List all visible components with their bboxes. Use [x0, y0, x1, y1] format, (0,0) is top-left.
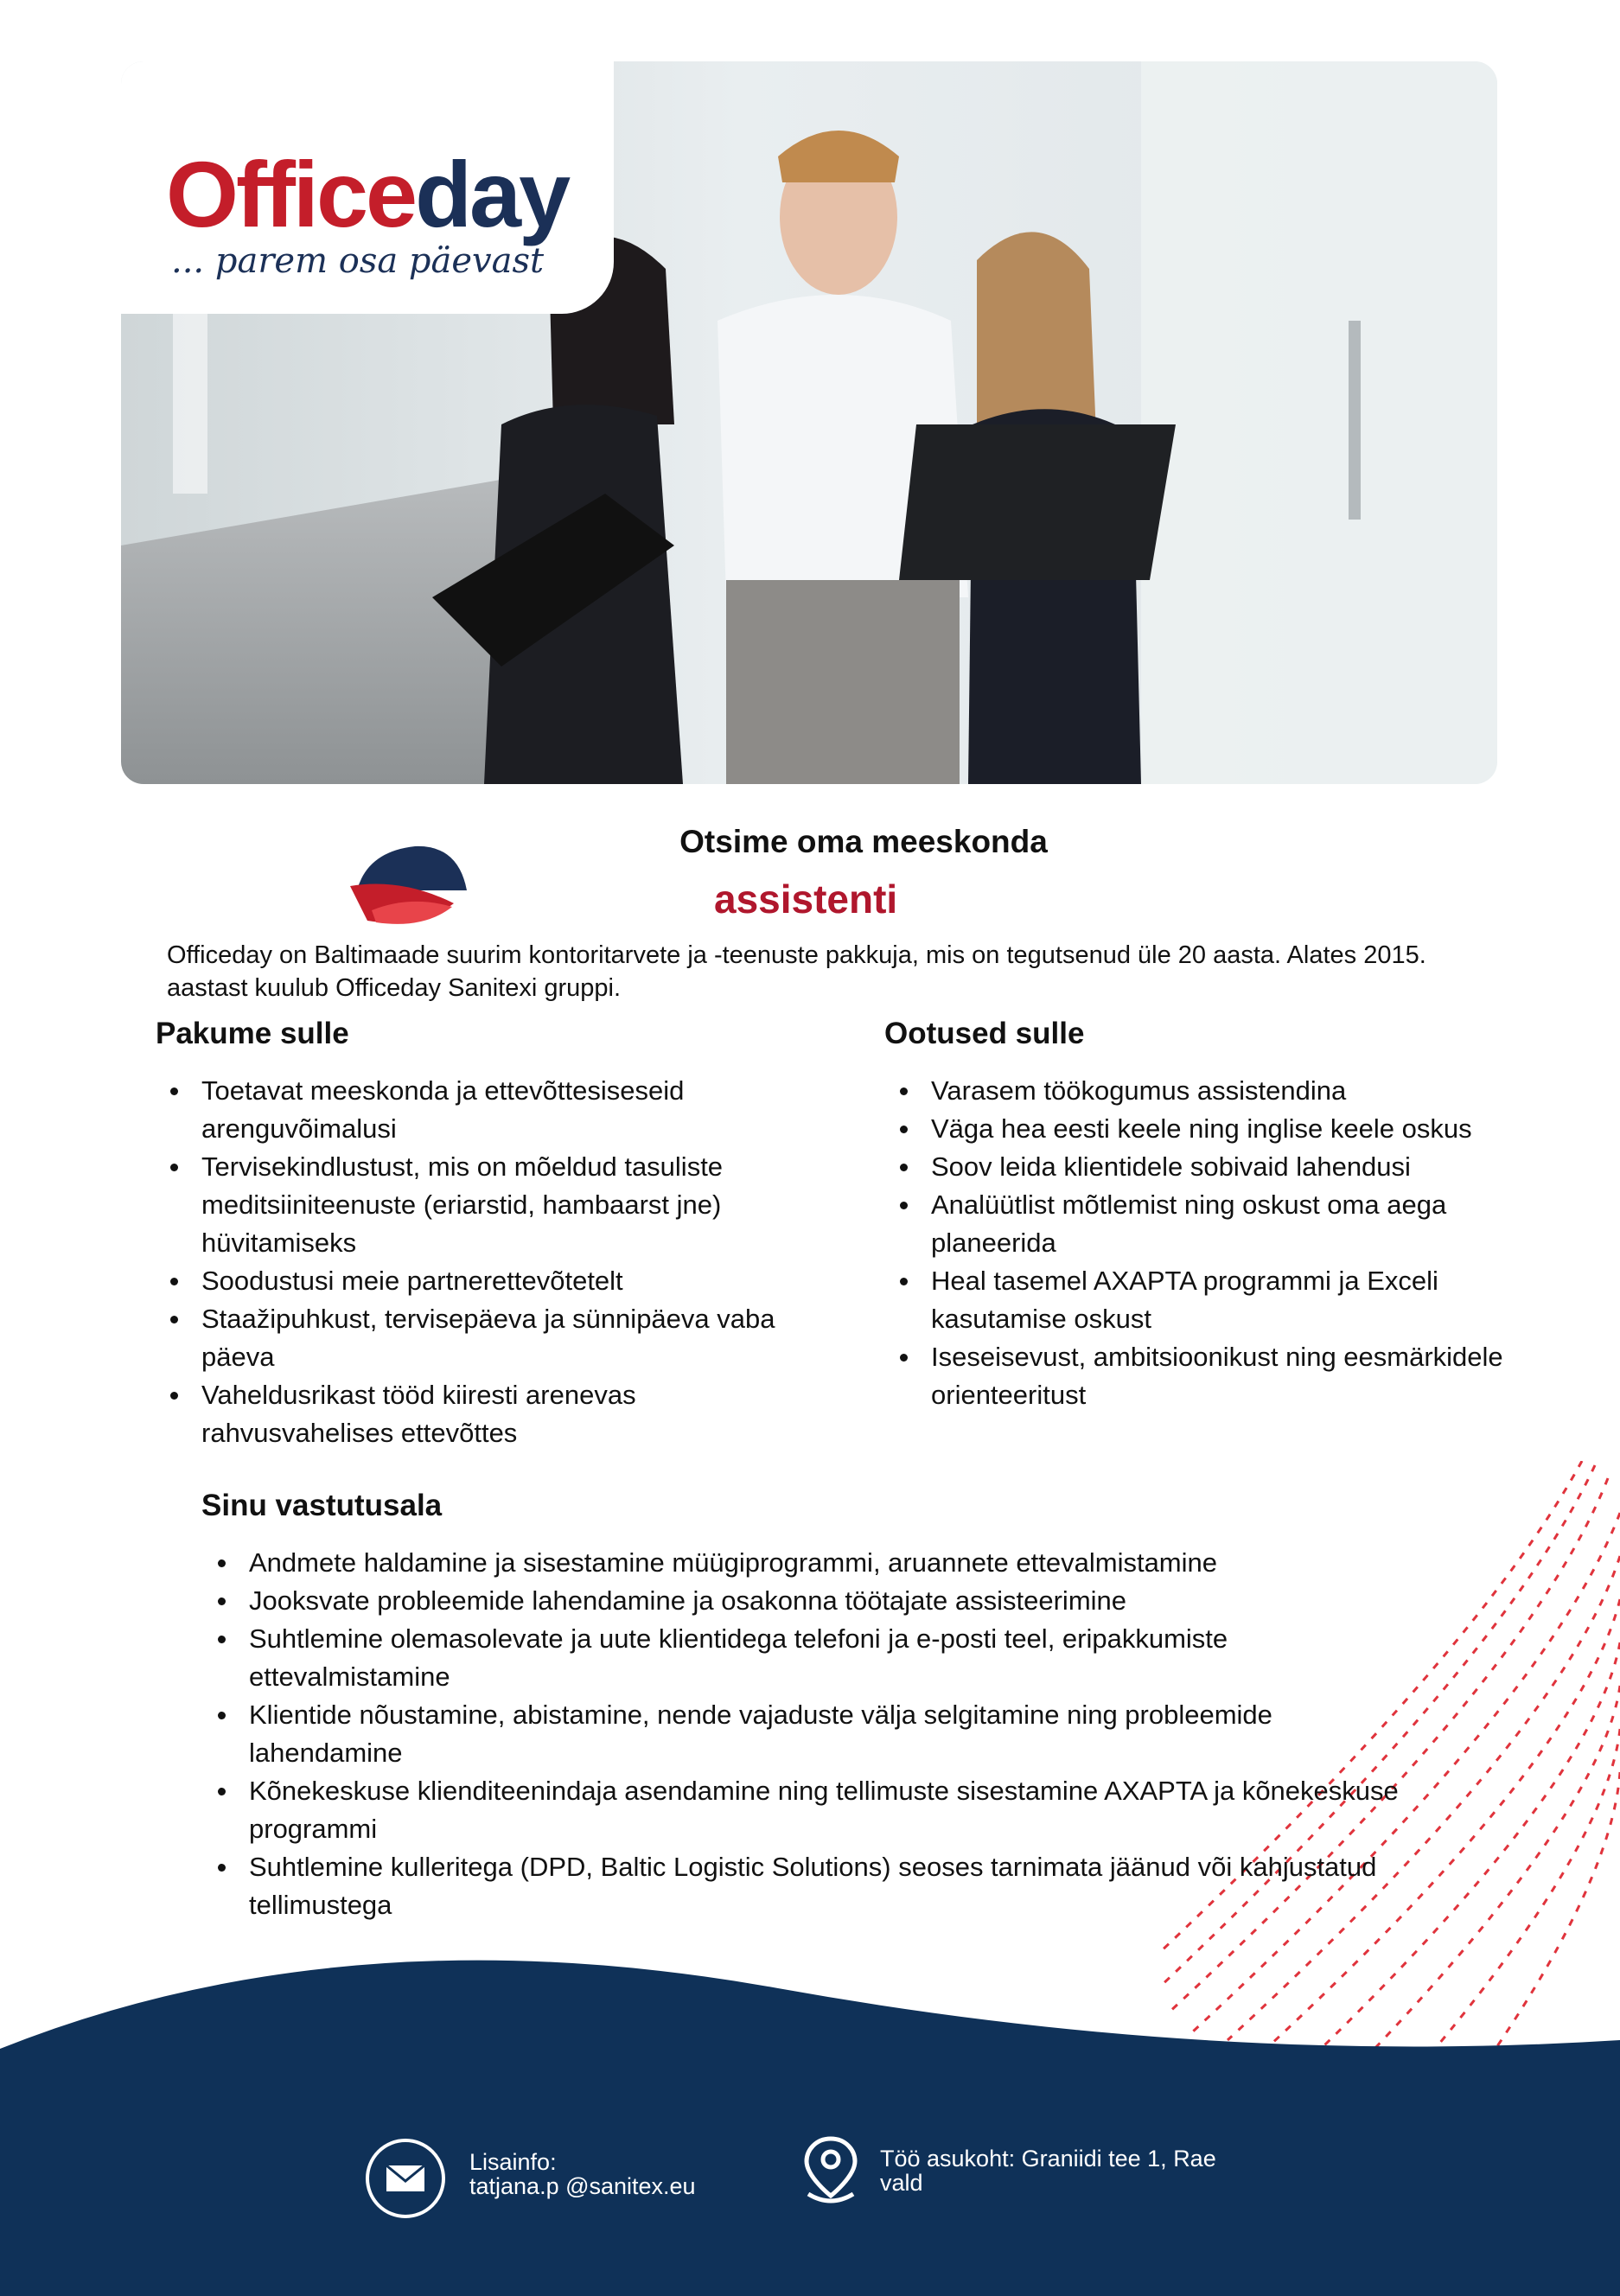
list-item: Toetavat meeskonda ja ettevõttesiseseid arenguvõimalusi — [157, 1072, 814, 1148]
list-item: Soodustusi meie partnerettevõtetelt — [157, 1262, 814, 1300]
headline-line1: Otsime oma meeskonda — [679, 824, 1048, 859]
map-pin-icon — [798, 2133, 864, 2211]
list-item: Iseseisevust, ambitsioonikust ning eesmärkidele orienteeritust — [887, 1338, 1527, 1414]
list-item: Kõnekeskuse klienditeenindaja asendamine ning tellimuste sisestamine AXAPTA ja kõnekeskuse programmi — [205, 1772, 1415, 1848]
list-item: Jooksvate probleemide lahendamine ja osakonna töötajate assisteerimine — [205, 1582, 1415, 1620]
contact-email[interactable]: tatjana.p @sanitex.eu — [469, 2173, 696, 2199]
contact-info — [469, 2150, 755, 2198]
list-item: Vaheldusrikast tööd kiiresti arenevas rahvusvahelises ettevõttes — [157, 1376, 814, 1452]
list-item: Heal tasemel AXAPTA programmi ja Exceli kasutamise oskust — [887, 1262, 1527, 1338]
job-location: Töö asukoht: Graniidi tee 1, Rae vald — [880, 2146, 1216, 2196]
duties-list — [205, 1544, 1415, 1924]
list-item: Suhtlemine kulleritega (DPD, Baltic Logistic Solutions) seoses tarnimata jäänud või kahjustatud tellimustega — [205, 1848, 1415, 1924]
job-title: assistenti — [714, 877, 898, 922]
expect-heading: Ootused sulle — [884, 1017, 1085, 1050]
list-item: Tervisekindlustust, mis on mõeldud tasuliste meditsiiniteenuste (eriarstid, hambaarst jne) hüvitamiseks — [157, 1148, 814, 1262]
offer-list — [157, 1072, 814, 1452]
list-item: Varasem töökogumus assistendina — [887, 1072, 1527, 1110]
hero-photo — [121, 61, 1497, 784]
list-item: Andmete haldamine ja sisestamine müügiprogrammi, aruannete ettevalmistamine — [205, 1544, 1415, 1582]
logo-panel — [121, 61, 614, 314]
list-item: Soov leida klientidele sobivaid lahendusi — [887, 1148, 1527, 1186]
envelope-icon — [366, 2139, 445, 2218]
officeday-logo: Officeday — [166, 142, 569, 246]
company-intro: Officeday on Baltimaade suurim kontoritarvete ja -teenuste pakkuja, mis on tegutsenud üle 20 aasta. Alates 2015. aastast kuulub Officeday Sanitexi gruppi. — [167, 941, 1426, 1002]
logo-tagline: ... parem osa päevast — [171, 241, 545, 281]
list-item: Analüütlist mõtlemist ning oskust oma aega planeerida — [887, 1186, 1527, 1262]
footer-background — [0, 1936, 1620, 2296]
expect-list — [887, 1072, 1527, 1414]
list-item: Suhtlemine olemasolevate ja uute klientidega telefoni ja e-posti teel, eripakkumiste ettevalmistamine — [205, 1620, 1415, 1696]
offer-heading: Pakume sulle — [156, 1017, 349, 1050]
duties-heading: Sinu vastutusala — [201, 1489, 443, 1522]
contact-label: Lisainfo: — [469, 2149, 557, 2175]
list-item: Staažipuhkust, tervisepäeva ja sünnipäeva vaba päeva — [157, 1300, 814, 1376]
list-item: Väga hea eesti keele ning inglise keele oskus — [887, 1110, 1527, 1148]
list-item: Klientide nõustamine, abistamine, nende vajaduste välja selgitamine ning probleemide lahendamine — [205, 1696, 1415, 1772]
